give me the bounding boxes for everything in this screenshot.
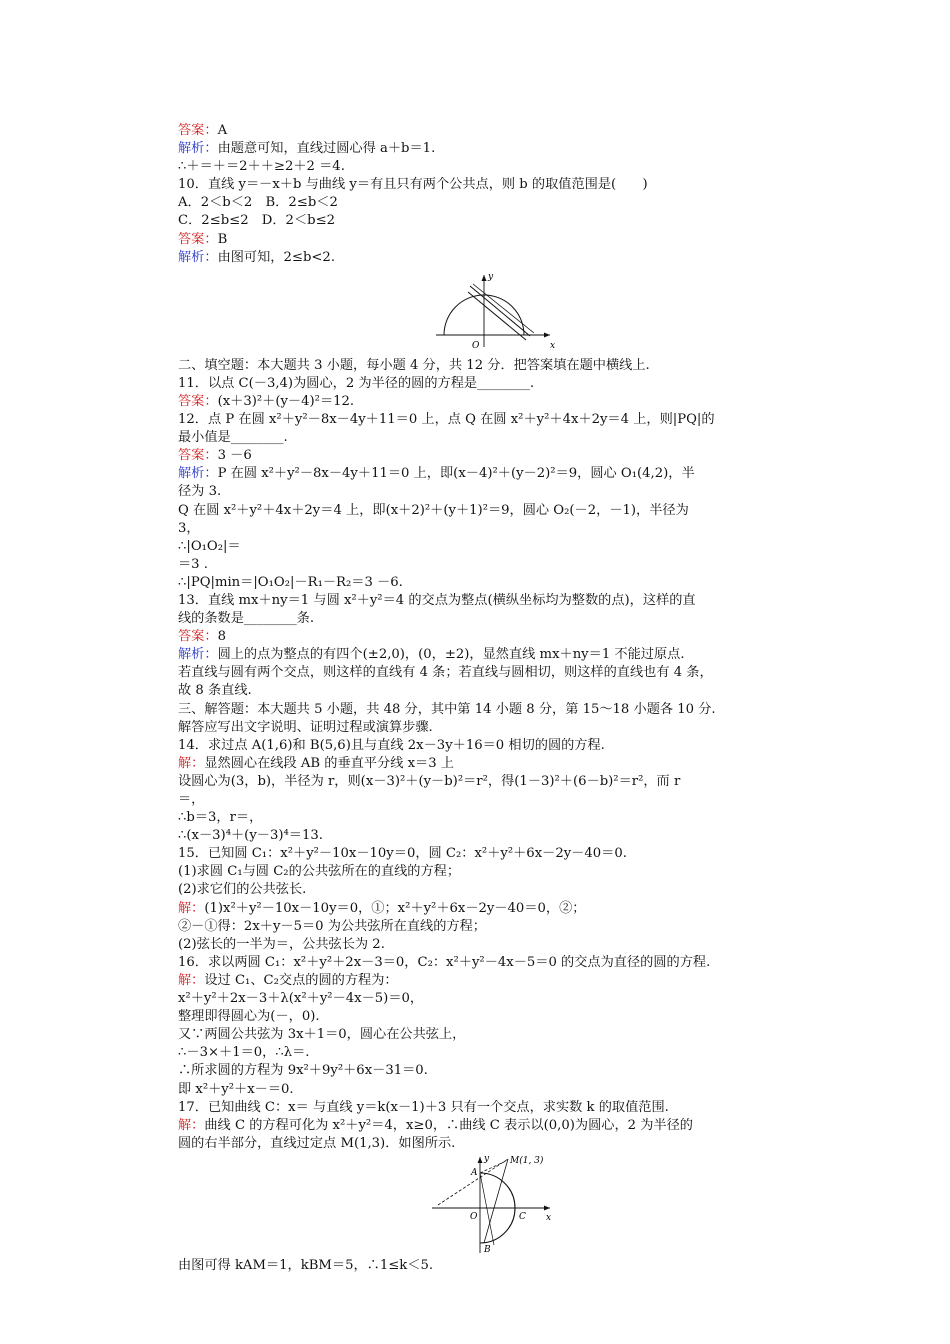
text-line: 解：设过 C₁、C₂交点的圆的方程为： <box>178 972 398 988</box>
text-line: 答案：(x＋3)²＋(y－4)²＝12. <box>178 393 355 409</box>
text-line: 答案：8 <box>178 629 226 645</box>
answer-label: 答案： <box>178 231 218 247</box>
question-line: 16．求以两圆 C₁：x²＋y²＋2x－3＝0，C₂：x²＋y²－4x－5＝0 的交点为直径的圆的方程. <box>178 954 711 970</box>
text-line: 整理即得圆心为(－，0). <box>178 1009 320 1025</box>
text-line: Q 在圆 x²＋y²＋4x＋2y＝4 上，即(x＋2)²＋(y＋1)²＝9，圆心 O₂(－2，－1)，半径为 <box>178 502 689 518</box>
text-line: 最小值是________. <box>178 430 288 446</box>
analysis-label: 解析： <box>178 141 218 157</box>
answer-label: 答案： <box>178 393 218 409</box>
text-line: 解：显然圆心在线段 AB 的垂直平分线 x＝3 上 <box>178 755 454 771</box>
text-line: ∴所求圆的方程为 9x²＋9y²＋6x－31＝0. <box>178 1063 428 1079</box>
figure-semicircle-lines <box>178 267 818 357</box>
y-axis-label: y <box>484 1153 490 1164</box>
text-line: 由图可得 kAM＝1，kBM＝5，∴1≤k＜5. <box>178 1257 434 1273</box>
question-line: 11．以点 C(－3,4)为圆心，2 为半径的圆的方程是________. <box>178 375 535 391</box>
text-line: 圆的右半部分，直线过定点 M(1,3)．如图所示. <box>178 1135 456 1151</box>
text-line: ∴＋＝＋＝2＋＋≥2＋2 ＝4. <box>178 159 345 175</box>
text-line: 设圆心为(3，b)，半径为 r，则(x－3)²＋(y－b)²＝r²，得(1－3)²＋(6－b)²＝r²，而 r <box>178 773 681 789</box>
analysis-label: 解析： <box>178 249 218 265</box>
text-line: ∴－3×＋1＝0，∴λ＝. <box>178 1045 310 1061</box>
question-line: 14．求过点 A(1,6)和 B(5,6)且与直线 2x－3y＋16＝0 相切的圆的方程. <box>178 737 605 753</box>
text-line: (1)求圆 C₁与圆 C₂的公共弦所在的直线的方程； <box>178 864 461 880</box>
question-line: 13．直线 mx＋ny＝1 与圆 x²＋y²＝4 的交点为整点(横纵坐标均为整数的点)，这样的直 <box>178 592 696 608</box>
text-line: 解析：圆上的点为整点的有四个(±2,0)，(0，±2)，显然直线 mx＋ny＝1 不能过原点. <box>178 647 685 663</box>
text-line: 又∵两圆公共弦为 3x＋1＝0，圆心在公共弦上， <box>178 1027 466 1043</box>
text-line: 答案：B <box>178 231 228 247</box>
text-line: ②－①得：2x＋y－5＝0 为公共弦所在直线的方程； <box>178 918 486 934</box>
text-line: x²＋y²＋2x－3＋λ(x²＋y²－4x－5)＝0， <box>178 991 424 1007</box>
section-heading: 二、填空题：本大题共 3 小题，每小题 4 分，共 12 分．把答案填在题中横线上. <box>178 357 650 373</box>
solution-label: 解： <box>178 972 205 988</box>
text-line: 答案：3 －6 <box>178 448 252 464</box>
question-line: 15．已知圆 C₁：x²＋y²－10x－10y＝0，圆 C₂：x²＋y²＋6x－2y－40＝0. <box>178 846 627 862</box>
question-line: 10．直线 y＝－x＋b 与曲线 y＝有且只有两个公共点，则 b 的取值范围是( ) <box>178 177 648 193</box>
answer-label: 答案： <box>178 629 218 645</box>
text-line: ＝， <box>178 792 205 807</box>
figure-half-circle <box>178 1153 818 1257</box>
question-line: 12．点 P 在圆 x²＋y²－8x－4y＋11＝0 上，点 Q 在圆 x²＋y²＋4x＋2y＝4 上，则|PQ|的 <box>178 412 715 428</box>
answer-label: 答案： <box>178 448 218 464</box>
option-line: C．2≤b≤2 D．2＜b≤2 <box>178 213 336 229</box>
x-axis-label: x <box>546 1212 552 1223</box>
origin-label: O <box>472 340 480 351</box>
document-page <box>178 120 818 1275</box>
text-line: 径为 3. <box>178 484 222 500</box>
text-line: 答案：A <box>178 123 228 138</box>
text-line: (2)求它们的公共弦长. <box>178 882 307 898</box>
text-line: 故 8 条直线. <box>178 683 252 699</box>
text-line: 解答应写出文字说明、证明过程或演算步骤. <box>178 719 433 735</box>
text-line: 3， <box>178 520 200 536</box>
answer-label: 答案： <box>178 123 218 138</box>
text-line: 即 x²＋y²＋x－＝0. <box>178 1081 294 1097</box>
point-m-label: M(1, 3) <box>510 1155 544 1166</box>
y-axis-label: y <box>488 271 494 282</box>
text-line: 解：(1)x²＋y²－10x－10y＝0，①；x²＋y²＋6x－2y－40＝0，②； <box>178 900 586 916</box>
analysis-label: 解析： <box>178 466 218 482</box>
solution-label: 解： <box>178 755 205 771</box>
text-line: ∴b＝3，r＝， <box>178 810 263 826</box>
section-heading: 三、解答题：本大题共 5 小题，共 48 分，其中第 14 小题 8 分，第 15～18 小题各 10 分. <box>178 701 716 717</box>
text-line: 解析：由题意可知，直线过圆心得 a＋b＝1. <box>178 141 436 157</box>
text-line: 解析：P 在圆 x²＋y²－8x－4y＋11＝0 上，即(x－4)²＋(y－2)²＝9，圆心 O₁(4,2)，半 <box>178 466 695 482</box>
text-line: ∴(x－3)⁴＋(y－3)⁴＝13. <box>178 828 323 844</box>
question-line: 17．已知曲线 C：x＝ 与直线 y＝k(x－1)＋3 只有一个交点，求实数 k 的取值范围. <box>178 1099 669 1115</box>
text-line: (2)弦长的一半为＝，公共弦长为 2. <box>178 936 385 952</box>
origin-label: O <box>470 1211 478 1222</box>
analysis-label: 解析： <box>178 647 218 663</box>
text-line: ∴|O₁O₂|＝ <box>178 538 241 554</box>
point-a-label: A <box>471 1167 478 1178</box>
text-line: 解：曲线 C 的方程可化为 x²＋y²＝4，x≥0，∴曲线 C 表示以(0,0)为圆心，2 为半径的 <box>178 1117 693 1133</box>
solution-label: 解： <box>178 900 205 916</box>
point-c-label: C <box>519 1211 526 1222</box>
solution-label: 解： <box>178 1117 205 1133</box>
text-line: 解析：由图可知，2≤b<2. <box>178 249 336 265</box>
text-line: ＝3 . <box>178 556 208 572</box>
text-line: ∴|PQ|min＝|O₁O₂|－R₁－R₂＝3 －6. <box>178 574 403 590</box>
text-line: 线的条数是________条. <box>178 611 315 627</box>
x-axis-label: x <box>550 340 556 351</box>
point-b-label: B <box>484 1244 491 1255</box>
option-line: A．2＜b＜2 B．2≤b＜2 <box>178 195 338 211</box>
text-line: 若直线与圆有两个交点，则这样的直线有 4 条；若直线与圆相切，则这样的直线也有 4 条， <box>178 665 713 681</box>
